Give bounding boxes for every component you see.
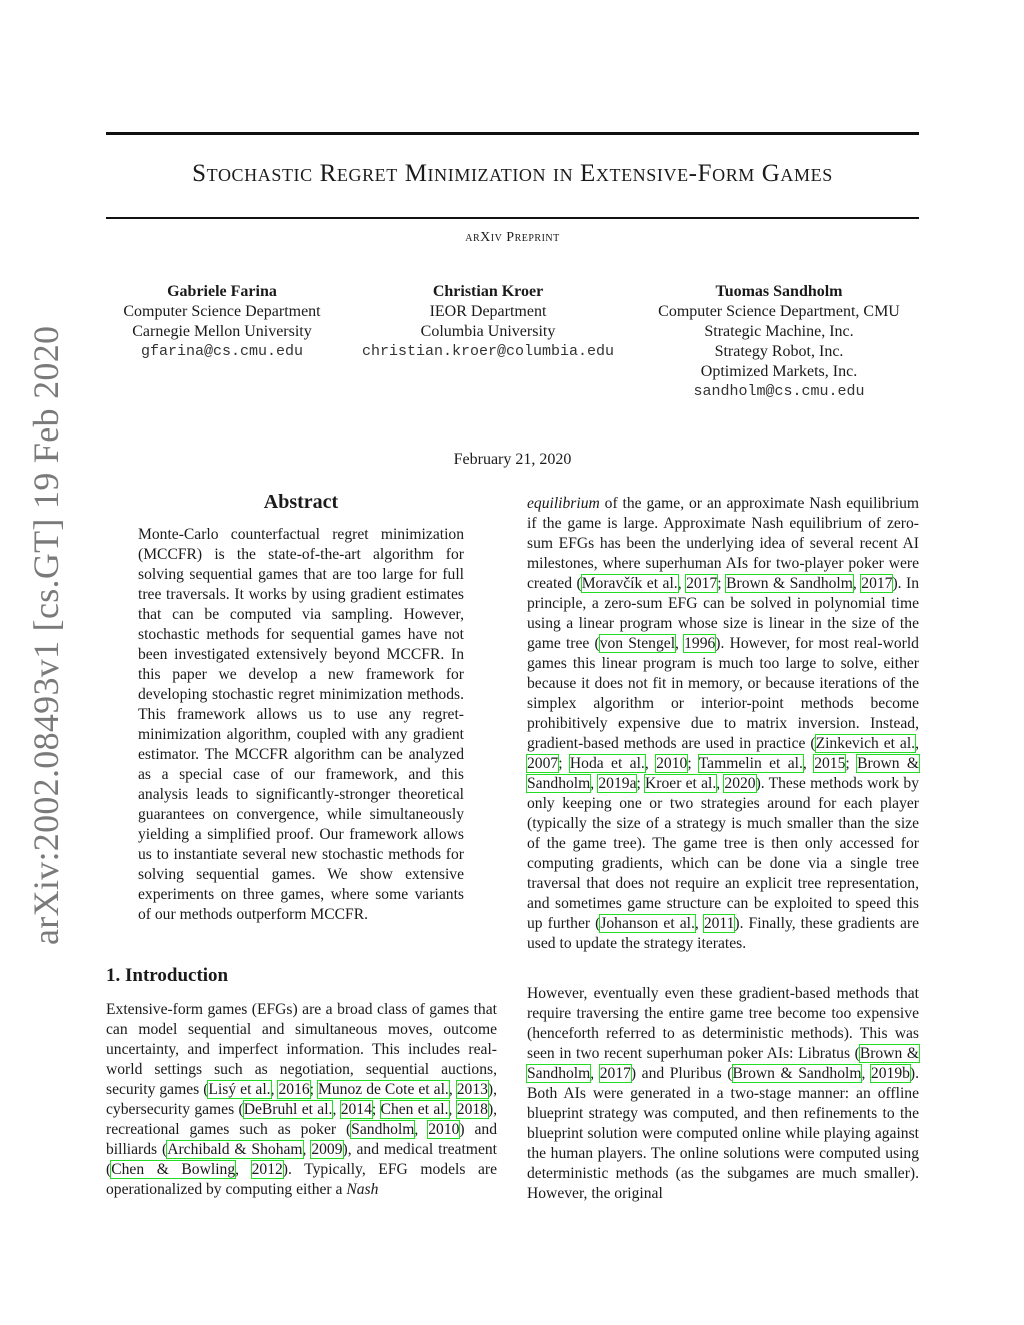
citation-link[interactable]: Kroer et al. [645,775,717,792]
paragraph-text: ). However, for most real-world games this linear program is much too large to solve, either because it does not fit in memory, or because iterations of the simplex algorithm or interior-point methods become prohibitively expensive due to matrix inversion. Instead, gradient-based methods are used in practice ( [527,635,919,752]
citation-separator: ; [687,755,699,772]
paragraph-text: ). In principle, a zero-sum EFG can be solved in polynomial time using a linear program whose size is linear in the size of the game tree ( [527,575,920,652]
author-name: Christian Kroer [432,283,544,300]
author-affiliation: Columbia University [420,323,556,340]
author-affiliation: Computer Science Department [123,303,321,320]
citation-link[interactable]: 2019b [870,1065,910,1082]
author-block-farina [112,282,332,362]
citation-link[interactable]: Sandholm [351,1121,415,1138]
citation-link[interactable]: Brown & Sandholm [726,575,853,592]
paragraph-text: Extensive-form games (EFGs) are a broad class of games that can model sequential and simultaneous moves, outcome uncertainty, and imperfect information. This includes real-world settings such as negotiation, sequential auctions, security games ( [106,1001,497,1098]
paragraph-text: ), recreational games such as poker ( [106,1101,498,1138]
citation-link[interactable]: 2010 [428,1121,460,1138]
citation-link[interactable]: 2017 [861,575,893,592]
citation-link[interactable]: 2011 [703,915,735,932]
paragraph-text: ). These methods work by only keeping one or two strategies around for each player (typically the size of a strategy is much smaller than the size of the game tree). The game tree is then only accessed for computing gradients, which can be done via a single tree traversal that does not require an explicit tree representation, and sometimes game structure can be exploited to speed this up further ( [527,775,919,932]
citation-link[interactable]: Chen & Bowling [111,1161,236,1178]
citation-link[interactable]: Lisý et al. [208,1081,271,1098]
paragraph-text: of the game, or an approximate Nash equilibrium if the game is large. Approximate Nash equilibrium of zero-sum EFGs has been the underlying idea of several recent AI milestones, where superhuman AIs for two-player poker were created ( [527,495,919,592]
preprint-label: arXiv Preprint [465,230,560,245]
author-email[interactable]: sandholm@cs.cmu.edu [693,383,865,400]
paragraph-text: ). Both AIs were generated in a two-stage manner: an offline blueprint strategy was computed, and then refinements to the blueprint solution were computed online while playing against the human players. The online solutions were computed using deterministic methods (as the subgames are much smaller). However, the original [527,1065,919,1202]
citation-separator: ; [371,1101,381,1118]
citation-link[interactable]: von Stengel [599,635,676,652]
author-email[interactable]: gfarina@cs.cmu.edu [140,343,304,360]
author-name: Tuomas Sandholm [715,283,843,300]
bottom-rule [106,217,919,219]
citation-link[interactable]: 2009 [311,1141,343,1158]
intro-paragraph-2: However, eventually even these gradient-based methods that require traversing the entire game tree become too expensive (henceforth referred to as deterministic methods). This was seen in two recent superhuman poker AIs: Libratus (Brown & Sandholm, 2017) and Pluribus (Brown & Sandholm, 2019b). Both AIs were generated in a two-stage manner: an offline blueprint strategy was computed, and then refinements to the blueprint solution were computed online while playing against the human players. The online solutions were computed using deterministic methods (as the subgames are much smaller). However, the original [527,985,919,1202]
arxiv-identifier-stamp[interactable]: arXiv:2002.08493v1 [cs.GT] 19 Feb 2020 [26,325,66,945]
citation-separator: ; [309,1081,319,1098]
paper-title: Stochastic Regret Minimization in Extensive-Form Games [192,160,833,187]
citation-link[interactable]: Archibald & Shoham [167,1141,303,1158]
paragraph-text: ), cybersecurity games ( [106,1081,497,1118]
author-affiliation: Strategic Machine, Inc. [704,323,854,340]
citation-separator: ; [636,775,646,792]
citation-link[interactable]: Munoz de Cote et al. [318,1081,449,1098]
paragraph-text: ), and medical treatment ( [106,1141,497,1178]
citation-link[interactable]: 2014 [340,1101,372,1118]
intro-paragraph-1-continued: equilibrium of the game, or an approximate Nash equilibrium if the game is large. Approximate Nash equilibrium of zero-sum EFGs has been the underlying idea of several recent AI milestones, where superhuman AIs for two-player poker were created (Moravčík et al., 2017; Brown & Sandholm, 2017). In principle, a zero-sum EFG can be solved in polynomial time using a linear program whose size is linear in the size of the game tree (von Stengel, 1996). However, for most real-world games this linear program is much too large to solve, either because it does not fit in memory, or because iterations of the simplex algorithm or interior-point methods become prohibitively expensive due to matrix inversion. Instead, gradient-based methods are used in practice (Zinkevich et al., 2007; Hoda et al., 2010; Tammelin et al., 2015; Brown & Sandholm, 2019a; Kroer et al., 2020). These methods work by only keeping one or two strategies around for each player (typically the size of a strategy is much smaller than the size of the game tree). The game tree is then only accessed for computing gradients, which can be done via a single tree traversal that does not require an explicit tree representation, and sometimes game structure can be exploited to speed this up further (Johanson et al., 2011). Finally, these gradients are used to update the strategy iterates. [527,495,920,952]
author-affiliation: Carnegie Mellon University [132,323,312,340]
citation-link[interactable]: 2007 [527,755,559,772]
paragraph-text: ) and billiards ( [106,1121,498,1158]
author-name: Gabriele Farina [167,283,277,300]
paper-date: February 21, 2020 [453,451,572,468]
citation-link[interactable]: 2013 [456,1081,488,1098]
author-affiliation: IEOR Department [429,303,547,320]
emphasis-text: Nash [346,1181,379,1198]
citation-link[interactable]: Brown & Sandholm [732,1065,862,1082]
citation-link[interactable]: Johanson et al. [600,915,695,932]
citation-link[interactable]: 2010 [656,755,688,772]
paragraph-text: ) and Pluribus ( [630,1065,733,1082]
author-email[interactable]: christian.kroer@columbia.edu [361,343,615,360]
emphasis-text: equilibrium [527,495,600,512]
citation-link[interactable]: Brown & Sandholm [527,1045,919,1082]
citation-link[interactable]: 2019a [598,775,637,792]
citation-link[interactable]: Brown & Sandholm [527,755,920,792]
citation-link[interactable]: Hoda et al. [569,755,645,772]
citation-link[interactable]: Chen et al. [380,1101,449,1118]
citation-link[interactable]: 2018 [456,1101,488,1118]
citation-link[interactable]: 2017 [599,1065,631,1082]
section-heading-introduction: 1. Introduction [106,965,229,986]
citation-separator: ; [558,755,570,772]
citation-link[interactable]: 2016 [278,1081,310,1098]
author-affiliation: Computer Science Department, CMU [658,303,900,320]
abstract-body: Monte-Carlo counterfactual regret minimization (MCCFR) is the state-of-the-art algorithm for solving sequential games that are too large for full tree traversals. It works by using gradient estimates that can be computed via sampling. However, stochastic methods for sequential games have not been investigated extensively beyond MCCFR. In this paper we develop a new framework for developing stochastic regret minimization methods. This framework allows us to use any regret-minimization algorithm, coupled with any gradient estimator. The MCCFR algorithm can be analyzed as a special case of our framework, and this analysis leads to significantly-stronger theoretical guarantees on convergence, while simultaneously yielding a simplified proof. Our framework allows us to instantiate several new stochastic methods for solving sequential games. We show extensive experiments on three games, where some variants of our methods outperform MCCFR. [138,526,464,923]
citation-link[interactable]: 1996 [684,635,716,652]
abstract-heading: Abstract [263,491,339,513]
top-rule [106,132,919,135]
paragraph-text: However, eventually even these gradient-based methods that require traversing the entire game tree become too expensive (henceforth referred to as deterministic methods). This was seen in two recent superhuman poker AIs: Libratus ( [527,985,919,1062]
paragraph-text: ). Typically, EFG models are operationalized by computing either a [106,1161,498,1198]
citation-separator: ; [717,575,727,592]
author-block-kroer [340,282,636,362]
citation-separator: ; [845,755,858,772]
citation-link[interactable]: Moravčík et al. [581,575,678,592]
citation-link[interactable]: Tammelin et al. [698,755,803,772]
citation-link[interactable]: 2020 [724,775,756,792]
author-affiliation: Strategy Robot, Inc. [714,343,844,360]
citation-link[interactable]: Zinkevich et al. [815,735,916,752]
paragraph-text: ). Finally, these gradients are used to update the strategy iterates. [527,915,920,952]
author-block-sandholm [640,282,918,402]
citation-link[interactable]: 2015 [814,755,846,772]
citation-link[interactable]: DeBruhl et al. [243,1101,333,1118]
author-affiliation: Optimized Markets, Inc. [700,363,858,380]
intro-paragraph-1: Extensive-form games (EFGs) are a broad class of games that can model sequential and simultaneous moves, outcome uncertainty, and imperfect information. This includes real-world settings such as negotiation, sequential auctions, security games (Lisý et al., 2016; Munoz de Cote et al., 2013), cybersecurity games (DeBruhl et al., 2014; Chen et al., 2018), recreational games such as poker (Sandholm, 2010) and billiards (Archibald & Shoham, 2009), and medical treatment (Chen & Bowling, 2012). Typically, EFG models are operationalized by computing either a Nash [106,1001,498,1198]
citation-link[interactable]: 2017 [686,575,718,592]
citation-link[interactable]: 2012 [251,1161,283,1178]
